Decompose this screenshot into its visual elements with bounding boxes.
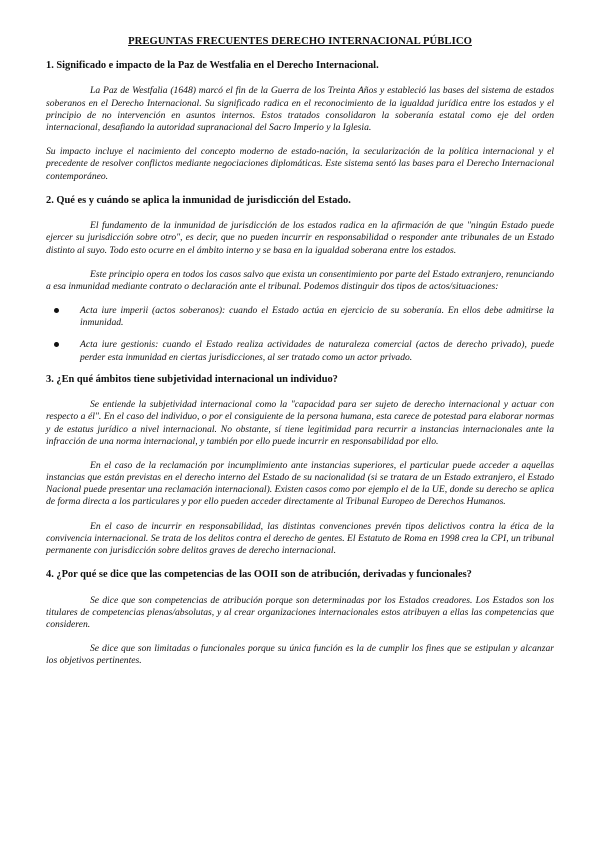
question-1-heading: 1. Significado e impacto de la Paz de Westfalia en el Derecho Internacional.	[46, 60, 379, 71]
paragraph: Este principio opera en todos los casos salvo que exista un consentimiento por parte del Estado extranjero, renunciando a esa inmunidad mediante contrato o declaración ante el tribunal. Podemos distinguir dos tipos de actos/situaciones:	[46, 268, 554, 292]
paragraph: El fundamento de la inmunidad de jurisdicción de los estados radica en la afirmación de que "ningún Estado puede ejercer su jurisdicción sobre otro", es decir, que no pueden incurrir en responsabilidad o responder ante tribunales de un Estado distinto al suyo. Todo esto ocurre en el ámbito interno y se basa en la igualdad soberana entre los estados.	[46, 220, 554, 256]
bullet-item	[46, 339, 554, 363]
bullet-dot-icon	[54, 342, 59, 347]
paragraph: Su impacto incluye el nacimiento del concepto moderno de estado-nación, la secularización de la política internacional y el precedente de resolver conflictos mediante negociaciones diplomáticas. Este sistema sentó las bases para el Derecho Internacional contemporáneo.	[46, 146, 554, 182]
paragraph: Se dice que son competencias de atribución porque son determinadas por los Estados creadores. Los Estados son los titulares de competencias plenas/absolutas, y al crear organizaciones internacionales estos atribuyen a ellas las competencias que consideren.	[46, 594, 554, 630]
paragraph: En el caso de la reclamación por incumplimiento ante instancias superiores, el particular puede acceder a aquellas instancias que están previstas en el derecho interno del Estado de su nacionalidad (si se tratara de un Estado extranjero, el Estado Nacional puede presentar una reclamación internacional). Existen casos como por ejemplo el de la UE, donde su derecho se aplica de forma directa a los particulares y por ello pueden acceder directamente al Tribunal Europeo de Derechos Humanos.	[46, 459, 554, 508]
paragraph: La Paz de Westfalia (1648) marcó el fin de la Guerra de los Treinta Años y estableció las bases del sistema de estados soberanos en el Derecho Internacional. Su significado radica en el reconocimiento de la igualdad jurídica entre los estados y el principio de no intervención en asuntos internos. Estos tratados consolidaron la soberanía estatal como eje del orden internacional, desafiando la autoridad supranacional del Sacro Imperio y la Iglesia.	[46, 85, 554, 133]
paragraph: Se entiende la subjetividad internacional como la "capacidad para ser sujeto de derecho internacional y actuar con respecto a él". En el caso del individuo, o por el consiguiente de la persona humana, esta carece de potestad para elaborar normas y de estatus jurídico a nivel internacional. No obstante, sí tiene legitimidad para recurrir a instancias internacionales ante la infracción de una norma internacional, y también por ello puede incurrir en responsabilidad por ello.	[46, 399, 554, 447]
paragraph: Se dice que son limitadas o funcionales porque su única función es la de cumplir los fines que se estipulan y alcanzar los objetivos pertinentes.	[46, 643, 554, 667]
bullet-text: Acta iure imperii (actos soberanos): cuando el Estado actúa en ejercicio de su soberanía. En ellos debe admitirse la inmunidad.	[80, 305, 554, 329]
bullet-list	[46, 305, 554, 364]
bullet-item	[46, 305, 554, 329]
question-3-heading: 3. ¿En qué ámbitos tiene subjetividad internacional un individuo?	[46, 373, 338, 385]
question-4-heading: 4. ¿Por qué se dice que las competencias de las OOII son de atribución, derivadas y funcionales?	[46, 569, 472, 581]
question-2-heading: 2. Qué es y cuándo se aplica la inmunidad de jurisdicción del Estado.	[46, 194, 351, 206]
paragraph: En el caso de incurrir en responsabilidad, las distintas convenciones prevén tipos delictivos contra la ética de la convivencia internacional. Se trata de los delitos contra el derecho de gentes. El Estatuto de Roma en 1998 crea la CPI, un tribunal permanente con jurisdicción sobre delitos graves de derecho internacional.	[46, 520, 554, 556]
bullet-text: Acta iure gestionis: cuando el Estado realiza actividades de naturaleza comercial (actos de derecho privado), puede perder esta inmunidad en ciertas jurisdicciones, al ser tratado como un actor privado.	[80, 339, 554, 363]
document-title: PREGUNTAS FRECUENTES DERECHO INTERNACIONAL PÚBLICO	[128, 36, 472, 47]
bullet-dot-icon	[54, 308, 59, 313]
